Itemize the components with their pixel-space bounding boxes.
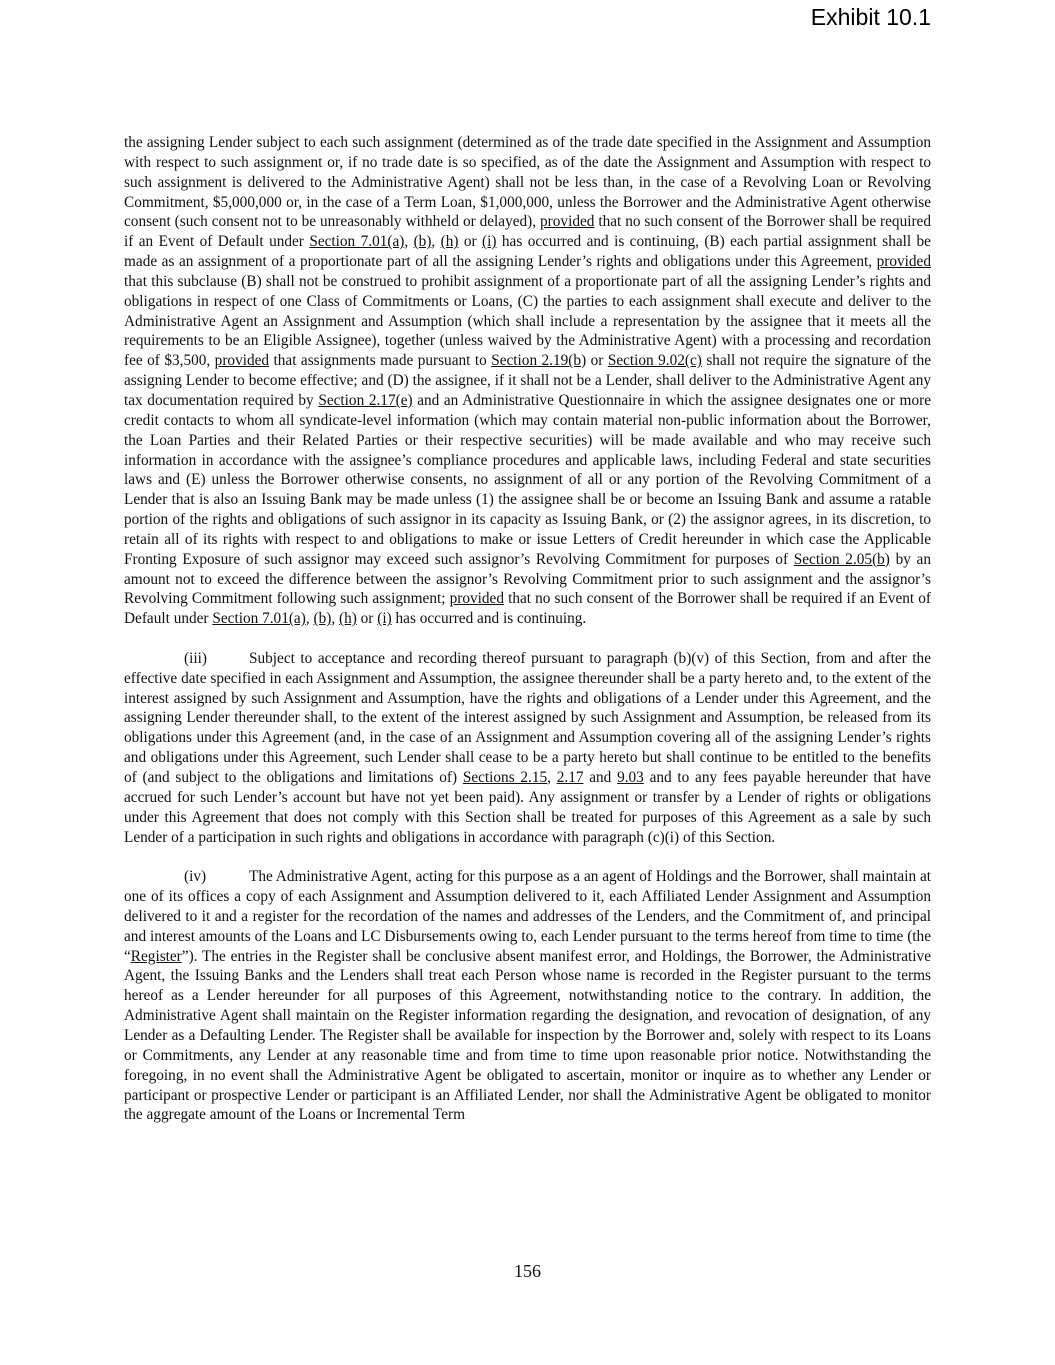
paragraph-iv [124,867,931,1125]
section-reference: (b) [413,233,432,251]
section-reference: 9.03 [617,769,644,786]
section-reference: (i) [377,610,392,628]
text-run: that assignments made pursuant to [269,352,492,370]
section-reference: (h) [440,233,459,251]
text-run: The Administrative Agent, acting for this purpose as a an agent of Holdings and the Borrower, shall maintain at one of its offices a copy of each Assignment and Assumption delivered to it, each Affiliated Lender Assignment and Assumption delivered to it and a register for the recordation of the names and addresses of the Lenders, and the Commitment of, and principal and interest amounts of the Loans and LC Disbursements owing to, each Lender pursuant to the terms hereof from time to time (the “ [124,868,931,965]
text-run: ”). The entries in the Register shall be conclusive absent manifest error, and Holdings, the Borrower, the Administrative Agent, the Issuing Banks and the Lenders shall treat each Person whose name is recorded in the Register pursuant to the terms hereof as a Lender hereunder for all purposes of this Agreement, notwithstanding notice to the contrary. In addition, the Administrative Agent shall maintain on the Register information regarding the designation, and revocation of designation, of any Lender as a Defaulting Lender. The Register shall be available for inspection by the Borrower and, solely with respect to its Loans or Commitments, any Lender at any reasonable time and from time to time upon reasonable prior notice. Notwithstanding the foregoing, in no event shall the Administrative Agent be obligated to ascertain, monitor or inquire as to whether any Lender or participant or prospective Lender or participant is an Affiliated Lender, nor shall the Administrative Agent be obligated to monitor the aggregate amount of the Loans or Incremental Term [124,947,931,1124]
section-reference: Sections 2.15 [462,769,548,786]
text-run: and an Administrative Questionnaire in which the assignee designates one or more credit contacts to whom all syndicate-level information (which may contain material non-public information about the Borrower, the Loan Parties and their Related Parties or their respective securities) will be made available and who may receive such information in accordance with the assignee’s compliance procedures and applicable laws, including Federal and state securities laws and (E) unless the Borrower otherwise consents, no assignment of all or any portion of the Revolving Commitment of a Lender that is also an Issuing Bank may be made unless (1) the assignee shall be or become an Issuing Bank and assume a ratable portion of the rights and obligations of such assignor in its capacity as Issuing Bank, or (2) the assignor agrees, in its discretion, to retain all of its rights with respect to and obligations to make or issue Letters of Credit hereunder in which case the Applicable Fronting Exposure of such assignor may exceed such assignor’s Revolving Commitment for purposes of [124,391,931,568]
provided-term: provided [876,253,931,271]
text-run: and to any fees payable hereunder that have accrued for such Lender’s account but have not yet been paid). Any assignment or transfer by a Lender of rights or obligations under this Agreement that does not comply with this Section shall be treated for purposes of this Agreement as a sale by such Lender of a participation in such rights and obligations in accordance with paragraph (c)(i) of this Section. [124,769,931,846]
document-body [124,133,931,1145]
text-run: or [356,610,378,628]
exhibit-label: Exhibit 10.1 [810,4,931,30]
text-run: , [404,233,414,251]
text-run: and [583,769,618,786]
section-reference: 2.17 [556,769,584,786]
text-run: , [331,610,339,628]
paragraph-iii [124,649,931,847]
section-reference: (b) [313,610,332,628]
section-reference: Section 2.05(b) [793,550,890,568]
text-run: shall not require the signature of the assigning Lender to become effective; and (D) the assignee, if it shall not be a Lender, shall deliver to the Administrative Agent any tax documentation required by [124,352,932,409]
paragraph-label: (iii) [184,649,207,667]
section-reference: Section 7.01(a) [309,233,405,251]
text-run: , [547,769,557,786]
text-run: that no such consent of the Borrower shall be required if an Event of Default under [124,213,931,251]
defined-term: Register [130,947,182,965]
section-reference: Section 9.02(c) [607,352,702,370]
text-run: , [305,610,314,628]
text-run: has occurred and is continuing. [391,610,587,628]
text-run: Subject to acceptance and recording thereof pursuant to paragraph (b)(v) of this Section, from and after the effective date specified in each Assignment and Assumption, the assignee thereunder shall be a party hereto and, to the extent of the interest assigned by such Assignment and Assumption, have the rights and obligations of a Lender under this Agreement, and the assigning Lender thereunder shall, to the extent of the interest assigned by such Assignment and Assumption, be released from its obligations under this Agreement (and, in the case of an Assignment and Assumption covering all of the assigning Lender’s rights and obligations under this Agreement, such Lender shall cease to be a party hereto but shall continue to be entitled to the benefits of (and subject to the obligations and limitations of) [124,649,931,786]
section-reference: Section 2.17(e) [318,391,413,409]
text-run: or [458,233,483,251]
section-reference: Section 7.01(a) [212,610,306,628]
paragraph-assignment-conditions [124,133,931,629]
provided-term: provided [540,213,595,231]
section-reference: (i) [482,233,497,251]
text-run: that this subclause (B) shall not be construed to prohibit assignment of a proportionate part of all the assigning Lender’s rights and obligations in respect of one Class of Commitments or Loans, (C) the parties to each assignment shall execute and deliver to the Administrative Agent an Assignment and Assumption (which shall include a representation by the assignee that it meets all the requirements to be an Eligible Assignee), together (unless waived by the Administrative Agent) with a processing and recordation fee of $3,500, [124,272,931,370]
text-run: ) or [581,352,608,370]
section-reference: Section 2.19(b [491,352,582,370]
text-run: , [431,233,441,251]
text-run: the assigning Lender subject to each such assignment (determined as of the trade date specified in the Assignment and Assumption with respect to such assignment or, if no trade date is so specified, as of the date the Assignment and Assumption with respect to such assignment is delivered to the Administrative Agent) shall not be less than, in the case of a Revolving Loan or Revolving Commitment, $5,000,000 or, in the case of a Term Loan, $1,000,000, unless the Borrower and the Administrative Agent otherwise consent (such consent not to be unreasonably withheld or delayed), [124,134,931,231]
provided-term: provided [214,352,270,370]
text-run: that no such consent of the Borrower shall be required if an Event of Default under [124,590,931,628]
paragraph-label: (iv) [184,868,207,886]
provided-term: provided [449,590,504,608]
section-reference: (h) [338,610,357,628]
text-run: has occurred and is continuing, (B) each partial assignment shall be made as an assignment of a proportionate part of all the assigning Lender’s rights and obligations under this Agreement, [124,233,931,271]
page-number: 156 [514,1261,541,1281]
text-run: by an amount not to exceed the difference between the assignor’s Revolving Commitment prior to such assignment and the assignor’s Revolving Commitment following such assignment; [124,550,931,608]
